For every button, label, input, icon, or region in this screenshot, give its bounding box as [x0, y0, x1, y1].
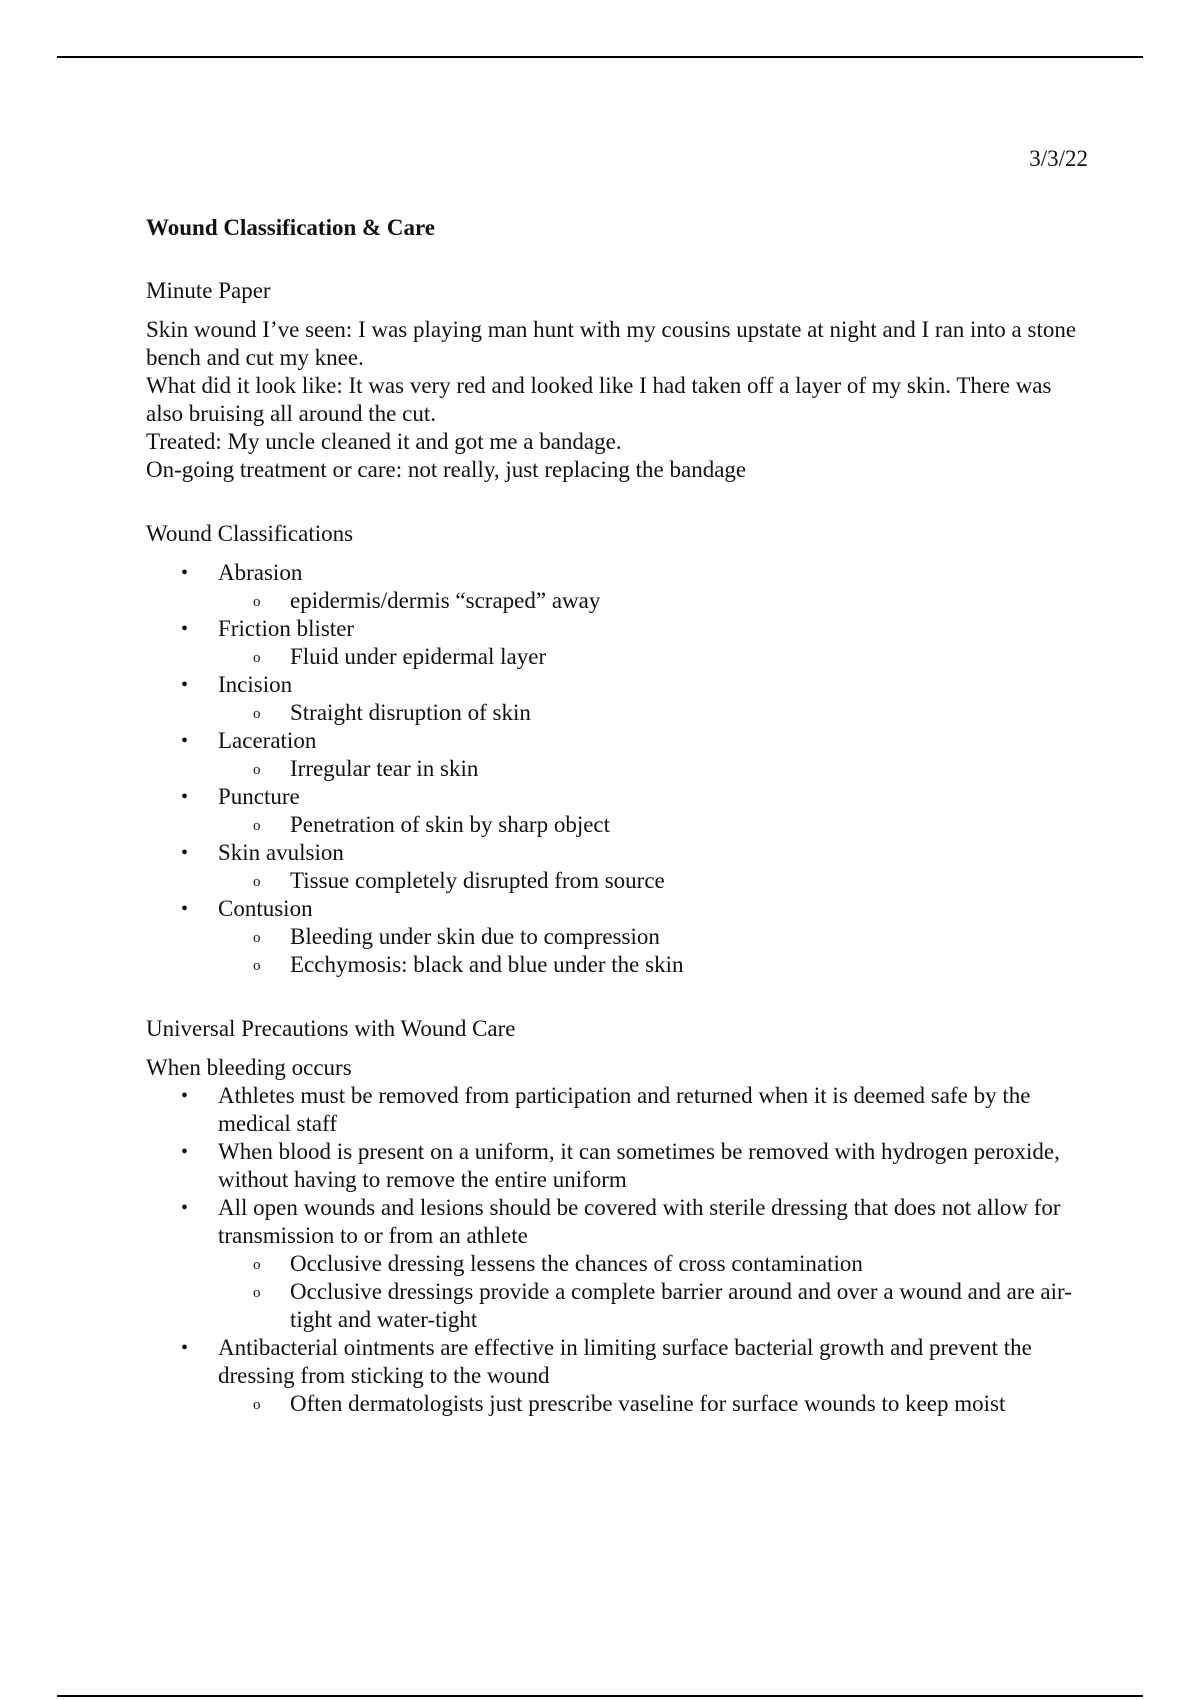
- sub-list-item: [218, 699, 1086, 727]
- sub-list-item: [218, 867, 1086, 895]
- document-title: Wound Classification & Care: [146, 215, 436, 240]
- sub-list-item: [218, 1390, 1086, 1418]
- sub-list-item-label: Straight disruption of skin: [290, 700, 531, 725]
- bullet-icon: •: [181, 1337, 189, 1359]
- classifications-section: [146, 520, 1086, 979]
- sub-list-item-label: Often dermatologists just prescribe vaseline for surface wounds to keep moist: [290, 1391, 1006, 1416]
- sub-list-item-label: Occlusive dressing lessens the chances of cross contamination: [290, 1251, 863, 1276]
- list-item-label: Abrasion: [218, 560, 303, 585]
- sub-list-item-label: Ecchymosis: black and blue under the skin: [290, 952, 684, 977]
- minute-paper-line: What did it look like: It was very red and looked like I had taken off a layer of my skin. There was also bruising all around the cut.: [146, 373, 1052, 426]
- bullet-icon: •: [181, 842, 189, 864]
- minute-paper-section: [146, 277, 1086, 484]
- circle-bullet-icon: o: [253, 958, 261, 974]
- bullet-icon: •: [181, 730, 189, 752]
- list-item-label: When blood is present on a uniform, it can sometimes be removed with hydrogen peroxide, without having to remove the entire uniform: [218, 1139, 1060, 1192]
- list-item: [146, 1334, 1086, 1418]
- circle-bullet-icon: o: [253, 874, 261, 890]
- list-item: [146, 1194, 1086, 1334]
- list-item-label: Laceration: [218, 728, 317, 753]
- minute-paper-line: Treated: My uncle cleaned it and got me a bandage.: [146, 429, 622, 454]
- sub-list-item: [218, 643, 1086, 671]
- sub-list-item-label: Fluid under epidermal layer: [290, 644, 547, 669]
- section-heading-minute-paper: Minute Paper: [146, 278, 271, 303]
- list-item: [146, 895, 1086, 979]
- list-item: [146, 727, 1086, 783]
- circle-bullet-icon: o: [253, 594, 261, 610]
- sub-list-item-label: epidermis/dermis “scraped” away: [290, 588, 601, 613]
- list-item-label: Contusion: [218, 896, 313, 921]
- sub-list-item: [218, 1250, 1086, 1278]
- bottom-rule: [57, 1695, 1143, 1697]
- sub-list-item: [218, 755, 1086, 783]
- sub-list-item-label: Occlusive dressings provide a complete barrier around and over a wound and are air-tight and water-tight: [290, 1279, 1072, 1332]
- section-heading-classifications: Wound Classifications: [146, 521, 354, 546]
- list-item: [146, 1138, 1086, 1194]
- bullet-icon: •: [181, 618, 189, 640]
- list-item: [146, 559, 1086, 615]
- section-heading-precautions: Universal Precautions with Wound Care: [146, 1016, 516, 1041]
- document-body: [146, 214, 1086, 1454]
- list-item-label: Friction blister: [218, 616, 355, 641]
- list-item: [146, 783, 1086, 839]
- list-item: [146, 671, 1086, 727]
- sub-list-item: [218, 811, 1086, 839]
- document-date: 3/3/22: [1029, 146, 1088, 171]
- sub-list-item: [218, 951, 1086, 979]
- list-item-label: Incision: [218, 672, 293, 697]
- sub-list-item: [218, 1278, 1086, 1334]
- bullet-icon: •: [181, 786, 189, 808]
- sub-list-item: [218, 923, 1086, 951]
- precautions-list: [146, 1082, 1086, 1418]
- list-item: [146, 839, 1086, 895]
- precautions-section: [146, 1015, 1086, 1418]
- list-item: [146, 615, 1086, 671]
- bullet-icon: •: [181, 1141, 189, 1163]
- sub-list-item-label: Irregular tear in skin: [290, 756, 479, 781]
- circle-bullet-icon: o: [253, 650, 261, 666]
- bullet-icon: •: [181, 1085, 189, 1107]
- circle-bullet-icon: o: [253, 1285, 261, 1301]
- circle-bullet-icon: o: [253, 762, 261, 778]
- circle-bullet-icon: o: [253, 818, 261, 834]
- bullet-icon: •: [181, 562, 189, 584]
- bullet-icon: •: [181, 1197, 189, 1219]
- minute-paper-line: On-going treatment or care: not really, just replacing the bandage: [146, 457, 747, 482]
- sub-list-item-label: Penetration of skin by sharp object: [290, 812, 611, 837]
- circle-bullet-icon: o: [253, 1397, 261, 1413]
- sub-list-item-label: Bleeding under skin due to compression: [290, 924, 660, 949]
- precautions-intro: When bleeding occurs: [146, 1055, 352, 1080]
- list-item-label: Athletes must be removed from participation and returned when it is deemed safe by the medical staff: [218, 1083, 1031, 1136]
- classification-list: [146, 559, 1086, 979]
- circle-bullet-icon: o: [253, 706, 261, 722]
- list-item-label: Skin avulsion: [218, 840, 344, 865]
- sub-list-item-label: Tissue completely disrupted from source: [290, 868, 665, 893]
- list-item-label: Antibacterial ointments are effective in limiting surface bacterial growth and prevent the dressing from sticking to the wound: [218, 1335, 1032, 1388]
- circle-bullet-icon: o: [253, 930, 261, 946]
- top-rule: [57, 56, 1143, 58]
- list-item: [146, 1082, 1086, 1138]
- minute-paper-line: Skin wound I’ve seen: I was playing man hunt with my cousins upstate at night and I ran into a stone bench and cut my knee.: [146, 317, 1077, 370]
- bullet-icon: •: [181, 674, 189, 696]
- bullet-icon: •: [181, 898, 189, 920]
- circle-bullet-icon: o: [253, 1257, 261, 1273]
- list-item-label: Puncture: [218, 784, 300, 809]
- sub-list-item: [218, 587, 1086, 615]
- list-item-label: All open wounds and lesions should be covered with sterile dressing that does not allow for transmission to or from an athlete: [218, 1195, 1061, 1248]
